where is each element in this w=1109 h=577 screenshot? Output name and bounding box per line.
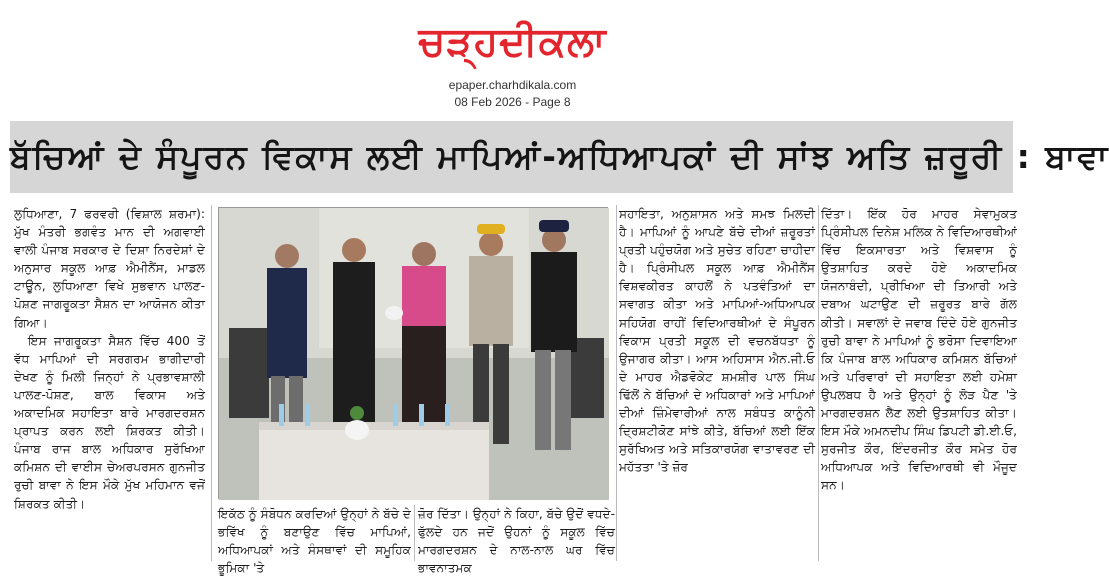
- group-photo-illustration: [219, 208, 609, 500]
- article-column-1: [14, 205, 205, 561]
- article-column-5: [821, 205, 1017, 561]
- epaper-url[interactable]: epaper.charhdikala.com: [448, 78, 577, 92]
- edition-date-page: 08 Feb 2026 - Page 8: [454, 95, 571, 109]
- article-column-3: [418, 505, 615, 576]
- column-divider: [818, 205, 819, 561]
- article-paragraph: ਲੁਧਿਆਣਾ, 7 ਫਰਵਰੀ (ਵਿਸ਼ਾਲ ਸ਼ਰਮਾ): ਮੁੱਖ ਮੰਤਰੀ ਭਗਵੰਤ ਮਾਨ ਦੀ ਅਗਵਾਈ ਵਾਲੀ ਪੰਜਾਬ ਸਰਕਾਰ ਦੇ ਦਿਸ਼ਾ ਨਿਰਦੇਸ਼ਾਂ ਦੇ ਅਨੁਸਾਰ ਸਕੂਲ ਆਫ਼ ਐਮੀਨੈਂਸ, ਮਾਡਲ ਟਾਊਨ, ਲੁਧਿਆਣਾ ਵਿਖੇ ਸੁਭਵਾਨ ਪਾਲਣ-ਪੋਸ਼ਣ ਜਾਗਰੂਕਤਾ ਸੈਸ਼ਨ ਦਾ ਆਯੋਜਨ ਕੀਤਾ ਗਿਆ।: [14, 207, 205, 330]
- column-divider: [616, 205, 617, 561]
- article-paragraph: ਸਹਾਇਤਾ, ਅਨੁਸ਼ਾਸਨ ਅਤੇ ਸਮਝ ਮਿਲਦੀ ਹੈ। ਮਾਪਿਆਂ ਨੂੰ ਆਪਣੇ ਬੱਚੇ ਦੀਆਂ ਜ਼ਰੂਰਤਾਂ ਪ੍ਰਤੀ ਪਹੁੰਚਯੋਗ ਅਤੇ ਸੁਚੇਤ ਰਹਿਣਾ ਚਾਹੀਦਾ ਹੈ। ਪ੍ਰਿੰਸੀਪਲ ਸਕੂਲ ਆਫ਼ ਐਮੀਨੈਂਸ ਵਿਸ਼ਵਕੀਰਤ ਕਾਹਲੋਂ ਨੇ ਪਤਵੰਤਿਆਂ ਦਾ ਸਵਾਗਤ ਕੀਤਾ ਅਤੇ ਮਾਪਿਆਂ-ਅਧਿਆਪਕ ਸਹਿਯੋਗ ਰਾਹੀਂ ਵਿਦਿਆਰਥੀਆਂ ਦੇ ਸੰਪੂਰਨ ਵਿਕਾਸ ਪ੍ਰਤੀ ਸਕੂਲ ਦੀ ਵਚਨਬੱਧਤਾ ਨੂੰ ਉਜਾਗਰ ਕੀਤਾ। ਆਸ ਅਹਿਸਾਸ ਐਨ.ਜੀ.ਓ ਦੇ ਮਾਹਰ ਐਡਵੋਕੇਟ ਸ਼ਮਸ਼ੀਰ ਪਾਲ ਸਿੰਘ ਢਿੱਲੋਂ ਨੇ ਬੱਚਿਆਂ ਦੇ ਅਧਿਕਾਰਾਂ ਅਤੇ ਮਾਪਿਆਂ ਦੀਆਂ ਜ਼ਿੰਮੇਵਾਰੀਆਂ ਨਾਲ ਸਬੰਧਤ ਕਾਨੂੰਨੀ ਦ੍ਰਿਸ਼ਟੀਕੋਣ ਸਾਂਝੇ ਕੀਤੇ, ਬੱਚਿਆਂ ਲਈ ਇੱਕ ਸੁਰੱਖਿਅਤ ਅਤੇ ਸਤਿਕਾਰਯੋਗ ਵਾਤਾਵਰਣ ਦੀ ਮਹੱਤਤਾ 'ਤੇ ਜ਼ੋਰ: [619, 207, 815, 475]
- column-divider: [211, 205, 212, 561]
- article-headline: ਬੱਚਿਆਂ ਦੇ ਸੰਪੂਰਨ ਵਿਕਾਸ ਲਈ ਮਾਪਿਆਂ-ਅਧਿਆਪਕਾਂ ਦੀ ਸਾਂਝ ਅਤਿ ਜ਼ਰੂਰੀ : ਬਾਵਾ: [10, 137, 1109, 176]
- article-column-2: [218, 505, 411, 576]
- column-divider: [414, 505, 415, 561]
- masthead: [0, 18, 1025, 66]
- person-2: [333, 238, 375, 422]
- article-photo: [218, 207, 608, 499]
- article-column-4: [619, 205, 815, 561]
- article-paragraph: ਦਿੱਤਾ। ਇੱਕ ਹੋਰ ਮਾਹਰ ਸੇਵਾਮੁਕਤ ਪ੍ਰਿੰਸੀਪਲ ਦਿਨੇਸ਼ ਮਲਿਕ ਨੇ ਵਿਦਿਆਰਥੀਆਂ ਵਿੱਚ ਇਕਸਾਰਤਾ ਅਤੇ ਵਿਸ਼ਵਾਸ ਨੂੰ ਉਤਸ਼ਾਹਿਤ ਕਰਦੇ ਹੋਏ ਅਕਾਦਮਿਕ ਯੋਜਨਾਬੰਦੀ, ਪ੍ਰੀਖਿਆ ਦੀ ਤਿਆਰੀ ਅਤੇ ਦਬਾਅ ਘਟਾਉਣ ਦੀ ਜ਼ਰੂਰਤ ਬਾਰੇ ਗੱਲ ਕੀਤੀ। ਸਵਾਲਾਂ ਦੇ ਜਵਾਬ ਦਿੰਦੇ ਹੋਏ ਗੁਨਜੀਤ ਰੁਚੀ ਬਾਵਾ ਨੇ ਮਾਪਿਆਂ ਨੂੰ ਭਰੋਸਾ ਦਿਵਾਇਆ ਕਿ ਪੰਜਾਬ ਬਾਲ ਅਧਿਕਾਰ ਕਮਿਸ਼ਨ ਬੱਚਿਆਂ ਅਤੇ ਪਰਿਵਾਰਾਂ ਦੀ ਸਹਾਇਤਾ ਲਈ ਹਮੇਸ਼ਾ ਉਪਲਬਧ ਹੈ ਅਤੇ ਉਨ੍ਹਾਂ ਨੂੰ ਲੋੜ ਪੈਣ 'ਤੇ ਮਾਰਗਦਰਸ਼ਨ ਲੈਣ ਲਈ ਉਤਸ਼ਾਹਿਤ ਕੀਤਾ। ਇਸ ਮੌਕੇ ਅਮਨਦੀਪ ਸਿੰਘ ਡਿਪਟੀ ਡੀ.ਈ.ਓ, ਸੁਰਜੀਤ ਕੌਰ, ਇੰਦਰਜੀਤ ਕੌਰ ਸਮੇਤ ਹੋਰ ਅਧਿਆਪਕ ਅਤੇ ਵਿਦਿਆਰਥੀ ਵੀ ਮੌਜੂਦ ਸਨ।: [821, 207, 1017, 493]
- article-paragraph: ਇਸ ਜਾਗਰੂਕਤਾ ਸੈਸ਼ਨ ਵਿੱਚ 400 ਤੋਂ ਵੱਧ ਮਾਪਿਆਂ ਦੀ ਸਰਗਰਮ ਭਾਗੀਦਾਰੀ ਦੇਖਣ ਨੂੰ ਮਿਲੀ ਜਿਨ੍ਹਾਂ ਨੇ ਪ੍ਰਭਾਵਸ਼ਾਲੀ ਪਾਲਣ-ਪੋਸ਼ਣ, ਬਾਲ ਵਿਕਾਸ ਅਤੇ ਅਕਾਦਮਿਕ ਸਹਾਇਤਾ ਬਾਰੇ ਮਾਰਗਦਰਸ਼ਨ ਪ੍ਰਾਪਤ ਕਰਨ ਲਈ ਸ਼ਿਰਕਤ ਕੀਤੀ। ਪੰਜਾਬ ਰਾਜ ਬਾਲ ਅਧਿਕਾਰ ਸੁਰੱਖਿਆ ਕਮਿਸ਼ਨ ਦੀ ਵਾਈਸ ਚੇਅਰਪਰਸਨ ਗੁਨਜੀਤ ਰੁਚੀ ਬਾਵਾ ਨੇ ਇਸ ਮੌਕੇ ਮੁੱਖ ਮਹਿਮਾਨ ਵਜੋਂ ਸ਼ਿਰਕਤ ਕੀਤੀ।: [14, 333, 205, 511]
- article-paragraph: ਜ਼ੋਰ ਦਿੱਤਾ। ਉਨ੍ਹਾਂ ਨੇ ਕਿਹਾ, ਬੱਚੇ ਉਦੋਂ ਵਧਦੇ-ਫੁੱਲਦੇ ਹਨ ਜਦੋਂ ਉਹਨਾਂ ਨੂੰ ਸਕੂਲ ਵਿੱਚ ਮਾਰਗਦਰਸ਼ਨ ਦੇ ਨਾਲ-ਨਾਲ ਘਰ ਵਿੱਚ ਭਾਵਨਾਤਮਕ: [418, 507, 615, 576]
- article-paragraph: ਇਕੱਠ ਨੂੰ ਸੰਬੋਧਨ ਕਰਦਿਆਂ ਉਨ੍ਹਾਂ ਨੇ ਬੱਚੇ ਦੇ ਭਵਿੱਖ ਨੂੰ ਬਣਾਉਣ ਵਿੱਚ ਮਾਪਿਆਂ, ਅਧਿਆਪਕਾਂ ਅਤੇ ਸੰਸਥਾਵਾਂ ਦੀ ਸਮੂਹਿਕ ਭੂਮਿਕਾ 'ਤੇ: [218, 507, 411, 576]
- newspaper-logo[interactable]: ਚੜ੍ਹਦੀਕਲਾ: [418, 19, 607, 65]
